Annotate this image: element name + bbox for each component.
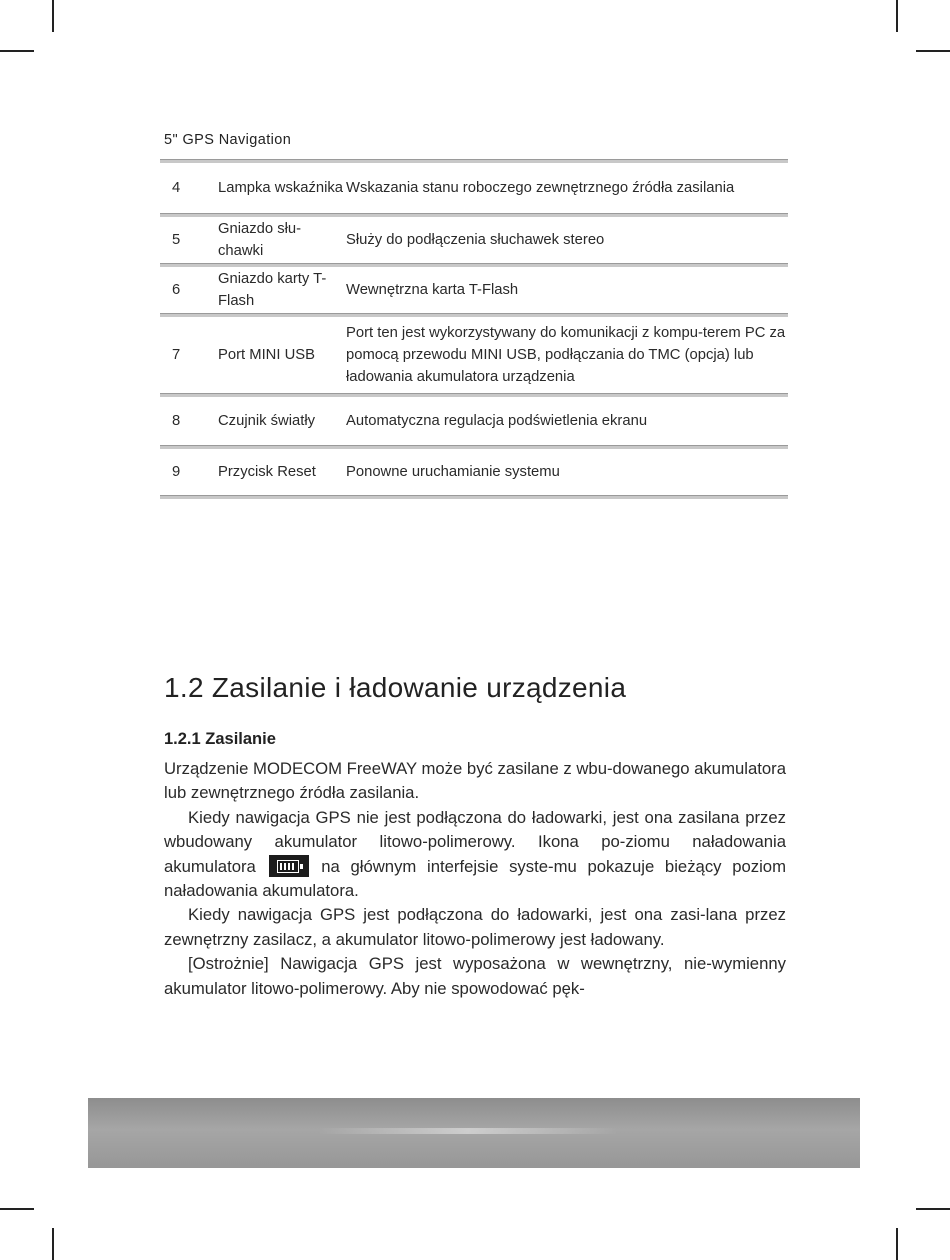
footer-band <box>88 1098 860 1168</box>
row-description: Wskazania stanu roboczego zewnętrznego źródła zasilania <box>346 180 735 196</box>
paragraph-text: Kiedy nawigacja GPS nie jest podłączona do ładowarki, jest ona zasilana przez wbudowany akumulator litowo-polimerowy. Ikona po-ziomu naładowania akumulatora <box>164 807 786 876</box>
section-title: 1.2 Zasilanie i ładowanie urządzenia <box>164 672 627 703</box>
row-number: 8 <box>172 413 181 429</box>
crop-mark <box>52 0 54 32</box>
body-text <box>164 757 786 1001</box>
row-description: Służy do podłączenia słuchawek stereo <box>346 232 605 248</box>
crop-mark <box>0 50 34 52</box>
paragraph <box>164 806 786 904</box>
running-header: 5" GPS Navigation <box>164 132 292 148</box>
table-row <box>160 267 788 313</box>
row-number: 4 <box>172 180 181 196</box>
row-name: Czujnik światły <box>218 413 316 429</box>
row-name: Gniazdo karty T-Flash <box>218 271 327 309</box>
table-row <box>160 397 788 445</box>
row-name: Gniazdo słu-chawki <box>218 221 302 259</box>
row-description: Port ten jest wykorzystywany do komunikacji z kompu-terem PC za pomocą przewodu MINI USB, podłączania do TMC (opcja) lub ładowania akumulatora urządzenia <box>346 325 786 385</box>
table-row <box>160 317 788 393</box>
paragraph-text: na głównym interfejsie syste-mu pokazuje bieżący poziom naładowania akumulatora. <box>164 856 786 901</box>
row-description: Automatyczna regulacja podświetlenia ekranu <box>346 413 648 429</box>
subsection-heading: 1.2.1 Zasilanie <box>164 730 276 748</box>
row-number: 6 <box>172 282 181 298</box>
row-number: 5 <box>172 232 181 248</box>
crop-mark <box>896 1228 898 1260</box>
row-name: Port MINI USB <box>218 347 316 363</box>
table-row <box>160 449 788 495</box>
row-description: Ponowne uruchamianie systemu <box>346 464 560 480</box>
table-row <box>160 217 788 263</box>
row-number: 9 <box>172 464 181 480</box>
crop-mark <box>896 0 898 32</box>
crop-mark <box>916 50 950 52</box>
components-table <box>160 159 788 499</box>
row-name: Lampka wskaźnika <box>218 180 344 196</box>
row-name: Przycisk Reset <box>218 464 316 480</box>
paragraph: Kiedy nawigacja GPS jest podłączona do ładowarki, jest ona zasi-lana przez zewnętrzny zasilacz, a akumulator litowo-polimerowy jest ładowany. <box>164 905 786 949</box>
row-number: 7 <box>172 347 181 363</box>
table-separator <box>160 495 788 499</box>
table-row <box>160 163 788 213</box>
crop-mark <box>0 1208 34 1210</box>
battery-level-icon <box>269 855 309 877</box>
paragraph: Urządzenie MODECOM FreeWAY może być zasilane z wbu-dowanego akumulatora lub zewnętrznego źródła zasilania. <box>164 759 787 803</box>
crop-mark <box>916 1208 950 1210</box>
paragraph: [Ostrożnie] Nawigacja GPS jest wyposażona w wewnętrzny, nie-wymienny akumulator litowo-polimerowy. Aby nie spowodować pęk- <box>164 954 786 998</box>
crop-mark <box>52 1228 54 1260</box>
row-description: Wewnętrzna karta T-Flash <box>346 282 519 298</box>
